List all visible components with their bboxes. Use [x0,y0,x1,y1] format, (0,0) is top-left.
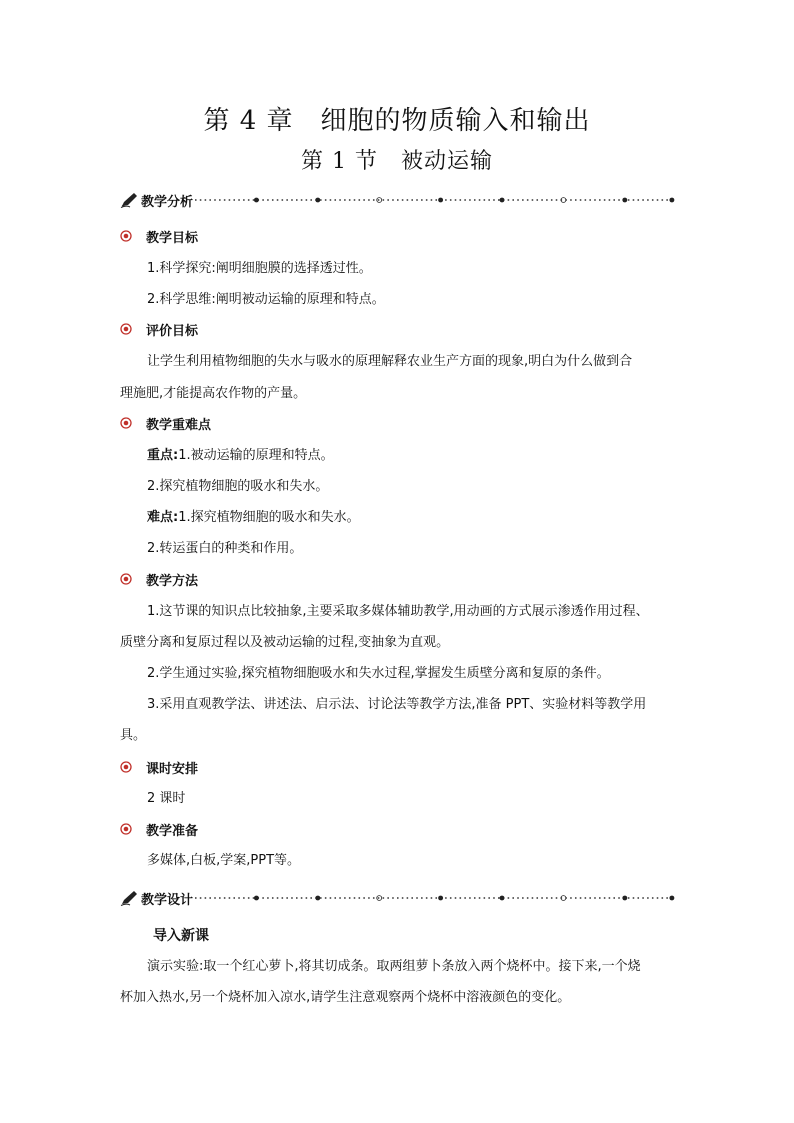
pen-icon [120,192,138,208]
goals-heading [120,226,198,246]
schedule-text: 2 课时 [147,791,186,806]
key-point-1 [147,446,334,466]
goal-item-2: 2.科学思维:阐明被动运输的原理和特点。 [147,292,385,307]
method-line-1b: 质壁分离和复原过程以及被动运输的过程,变抽象为直观。 [120,635,450,650]
method-line-1a: 1.这节课的知识点比较抽象,主要采取多媒体辅助教学,用动画的方式展示渗透作用过程、 [147,604,649,619]
difficulty-1 [147,508,360,528]
eval-line-1: 让学生利用植物细胞的失水与吸水的原理解释农业生产方面的现象,明白为什么做到合 [147,354,633,369]
target-bullet-icon [120,823,132,835]
schedule-heading-text: 课时安排 [146,761,199,777]
prep-heading [120,819,198,839]
eval-line-2: 理施肥,才能提高农作物的产量。 [120,386,307,401]
analysis-section-bar [120,190,676,210]
design-section-bar [120,888,676,908]
pen-icon [120,890,138,906]
target-bullet-icon [120,761,132,773]
schedule-heading [120,757,198,777]
method-heading [120,569,198,589]
analysis-label: 教学分析 [141,194,194,210]
key-point-2: 2.探究植物细胞的吸水和失水。 [147,479,329,494]
dotted-divider [195,196,676,204]
method-heading-text: 教学方法 [146,573,199,589]
key-point-label: 重点: [147,448,179,463]
intro-line-1: 演示实验:取一个红心萝卜,将其切成条。取两组萝卜条放入两个烧杯中。接下来,一个烧 [147,959,641,974]
method-line-3b: 具。 [120,728,147,743]
prep-heading-text: 教学准备 [146,823,199,839]
key-heading-text: 教学重难点 [146,417,212,433]
eval-heading-text: 评价目标 [146,323,199,339]
difficulty-label: 难点: [147,510,179,525]
section-title: 第 1 节 被动运输 [301,149,493,174]
chapter-title: 第 4 章 细胞的物质输入和输出 [203,106,591,136]
intro-heading: 导入新课 [153,928,209,944]
method-line-3a: 3.采用直观教学法、讲述法、启示法、讨论法等教学方法,准备 PPT、实验材料等教学用 [147,697,647,712]
prep-text: 多媒体,白板,学案,PPT等。 [147,853,301,868]
design-label: 教学设计 [141,892,194,908]
goals-heading-text: 教学目标 [146,230,199,246]
target-bullet-icon [120,323,132,335]
eval-heading [120,319,198,339]
intro-line-2: 杯加入热水,另一个烧杯加入凉水,请学生注意观察两个烧杯中溶液颜色的变化。 [120,990,571,1005]
target-bullet-icon [120,573,132,585]
target-bullet-icon [120,417,132,429]
key-heading [120,413,211,433]
method-line-2: 2.学生通过实验,探究植物细胞吸水和失水过程,掌握发生质壁分离和复原的条件。 [147,666,610,681]
goal-item-1: 1.科学探究:阐明细胞膜的选择透过性。 [147,261,372,276]
dotted-divider [195,894,676,902]
difficulty-2: 2.转运蛋白的种类和作用。 [147,541,303,556]
target-bullet-icon [120,230,132,242]
key-point-text: 1.被动运输的原理和特点。 [178,448,334,463]
difficulty-text: 1.探究植物细胞的吸水和失水。 [178,510,360,525]
